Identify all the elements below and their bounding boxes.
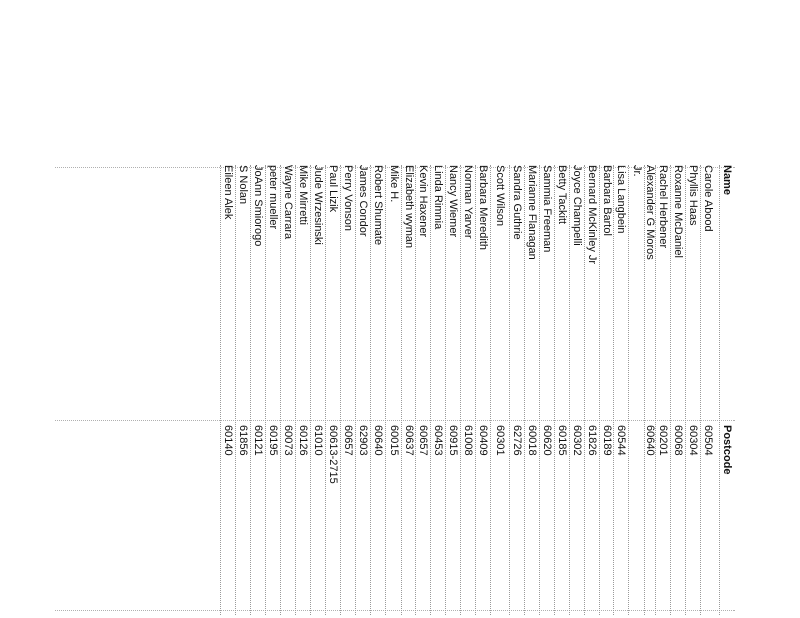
table-row <box>585 165 600 615</box>
table-row <box>386 165 402 615</box>
postcode-cell: 62726 <box>511 425 524 456</box>
table-row <box>281 165 296 615</box>
table-row <box>600 165 614 615</box>
name-cell: Jude Wrzesinski <box>312 165 325 245</box>
postcode-cell: 61826 <box>586 425 599 456</box>
table-row <box>311 165 326 615</box>
postcode-cell: 60302 <box>571 425 584 456</box>
table-row <box>555 165 570 615</box>
name-cell: Paul Lizik <box>327 165 340 213</box>
postcode-cell: 60620 <box>541 425 554 456</box>
name-cell: Marianne Flanagan <box>526 165 539 260</box>
name-cell: James Condor <box>357 165 370 237</box>
table-row <box>540 165 555 615</box>
postcode-cell: 61856 <box>237 425 250 456</box>
postcode-cell: 60015 <box>388 425 400 456</box>
postcode-cell: 61010 <box>312 425 325 456</box>
table-row <box>431 165 446 615</box>
name-cell: Bernard McKinley Jr <box>586 165 599 265</box>
postcode-cell: 60126 <box>297 425 310 456</box>
name-cell: Barbara Bartol <box>601 165 613 236</box>
rotated-signature-sheet <box>55 165 735 615</box>
header-rule <box>719 165 720 615</box>
postcode-cell: 60613-2715 <box>327 425 340 484</box>
table-row <box>656 165 671 615</box>
name-cell: Eileen Alek <box>222 165 235 220</box>
name-cell: Perry Vonson <box>342 165 355 232</box>
table-row <box>416 165 431 615</box>
postcode-cell: 60544 <box>615 425 628 456</box>
name-cell: Roxanne McDaniel <box>672 165 685 258</box>
postcode-cell: 60121 <box>252 425 265 456</box>
postcode-cell: 60304 <box>687 425 700 456</box>
name-cell: S Nolan <box>237 165 250 205</box>
table-row <box>236 165 251 615</box>
table-row <box>371 165 386 615</box>
table-row <box>686 165 701 615</box>
postcode-column-header: Postcode <box>721 425 734 475</box>
table-row <box>629 165 645 615</box>
table-row <box>446 165 461 615</box>
name-cell: Carole Abood <box>702 165 715 232</box>
name-cell: Norman Yarver <box>462 165 475 239</box>
postcode-cell: 60637 <box>403 425 415 456</box>
table-row <box>221 165 236 615</box>
postcode-cell: 60301 <box>494 425 507 456</box>
table-row <box>476 165 491 615</box>
table-row <box>326 165 341 615</box>
postcode-cell: 60185 <box>556 425 569 456</box>
postcode-cell: 60640 <box>644 425 657 456</box>
name-cell: Mike H. <box>388 165 400 203</box>
postcode-cell: 60201 <box>657 425 670 456</box>
name-cell: Barbara Meredith <box>477 165 490 250</box>
table-row <box>341 165 356 615</box>
table-row <box>251 165 266 615</box>
name-cell: Nancy Wiemer <box>447 165 460 238</box>
name-cell: Rachel Herbener <box>657 165 670 249</box>
postcode-cell: 60640 <box>372 425 385 456</box>
table-row <box>701 165 716 615</box>
name-cell: Joyce Champelli <box>571 165 584 246</box>
name-cell: Wayne Carrara <box>282 165 295 240</box>
name-cell: Kevin Haxener <box>417 165 430 238</box>
name-cell: Elizabeth wyman <box>403 165 415 249</box>
name-cell: Jr. <box>631 165 643 177</box>
postcode-cell: 60453 <box>432 425 445 456</box>
name-cell: Lisa Langbein <box>615 165 628 234</box>
name-cell: Scott Wilson <box>494 165 507 227</box>
table-header <box>720 165 735 615</box>
postcode-cell: 62903 <box>357 425 370 456</box>
table-row <box>645 165 656 615</box>
postcode-cell: 60073 <box>282 425 295 456</box>
table-row <box>266 165 281 615</box>
table-row <box>356 165 371 615</box>
table-row <box>461 165 476 615</box>
postcode-cell: 60018 <box>526 425 539 456</box>
name-cell: Alexander G Moros <box>644 165 657 260</box>
table-row <box>614 165 629 615</box>
name-cell: JoAnn Smiorogo <box>252 165 265 247</box>
postcode-cell: 60657 <box>417 425 430 456</box>
postcode-cell: 60140 <box>222 425 235 456</box>
postcode-cell: 60195 <box>267 425 280 456</box>
postcode-cell: 60409 <box>477 425 490 456</box>
postcode-cell: 60657 <box>342 425 355 456</box>
table-row <box>296 165 311 615</box>
postcode-cell: 60504 <box>702 425 715 456</box>
row-rule <box>220 165 221 615</box>
table-row <box>491 165 510 615</box>
table-row <box>671 165 686 615</box>
name-cell: Sandra Guthrie <box>511 165 524 240</box>
name-column-header: Name <box>721 165 734 195</box>
table-row <box>402 165 416 615</box>
name-cell: Phyllis Haas <box>687 165 700 226</box>
name-cell: Robert Shumate <box>372 165 385 246</box>
name-cell: Betty Tackitt <box>556 165 569 225</box>
postcode-cell: 60915 <box>447 425 460 456</box>
name-cell: peter mueller <box>267 165 280 230</box>
table-row <box>510 165 525 615</box>
postcode-cell: 61008 <box>462 425 475 456</box>
name-cell: Linda Rimnia <box>432 165 445 230</box>
postcode-cell: 60189 <box>601 425 613 456</box>
table-row <box>525 165 540 615</box>
postcode-cell: 60068 <box>672 425 685 456</box>
table-body <box>221 165 716 615</box>
name-cell: Mike Mirretti <box>297 165 310 225</box>
name-cell: Sammia Freeman <box>541 165 554 253</box>
table-row <box>570 165 585 615</box>
